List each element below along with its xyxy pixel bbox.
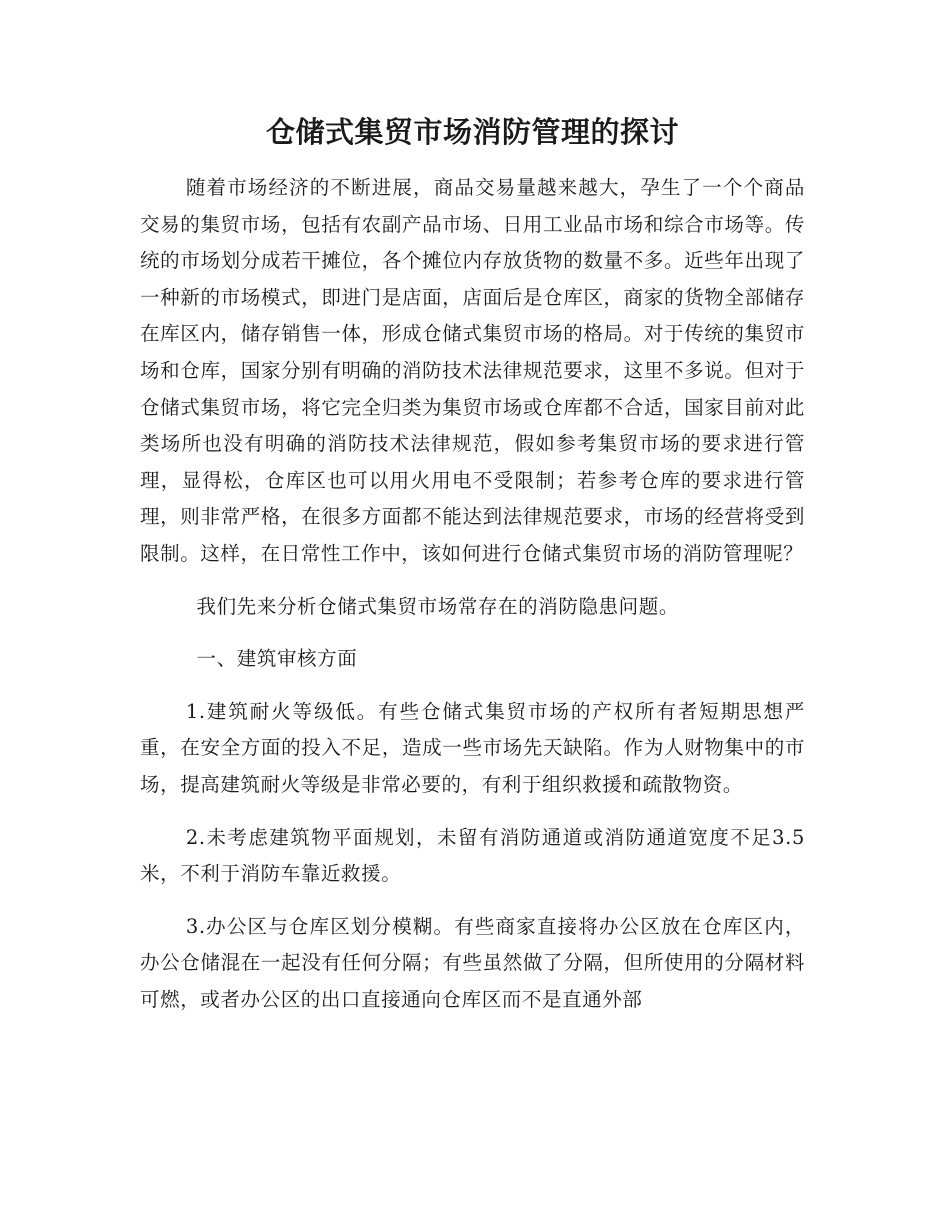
section-heading-building-review: 一、建筑审核方面 — [196, 647, 358, 671]
paragraph-analysis-lead: 我们先来分析仓储式集贸市场常存在的消防隐患问题。 — [196, 594, 679, 618]
paragraph-intro: 随着市场经济的不断进展，商品交易量越来越大，孕生了一个个商品交易的集贸市场，包括有农副产品市场、日用工业品市场和综合市场等。传统的市场划分成若干摊位，各个摊位内存放货物的数量不多。近些年出现了一种新的市场模式，即进门是店面，店面后是仓库区，商家的货物全部储存在库区内，储存销售一体，形成仓储式集贸市场的格局。对于传统的集贸市场和仓库，国家分别有明确的消防技术法律规范要求，这里不多说。但对于仓储式集贸市场，将它完全归类为集贸市场或仓库都不合适，国家目前对此类场所也没有明确的消防技术法律规范，假如参考集贸市场的要求进行管理，显得松，仓库区也可以用火用电不受限制；若参考仓库的要求进行管理，则非常严格，在很多方面都不能达到法律规范要求，市场的经营将受到限制。这样，在日常性工作中，该如何进行仓储式集贸市场的消防管理呢？ — [140, 176, 805, 565]
document-title: 仓储式集贸市场消防管理的探讨 — [265, 115, 679, 149]
document-page — [140, 108, 805, 1034]
paragraph-item-3: 3.办公区与仓库区划分模糊。有些商家直接将办公区放在仓库区内，办公仓储混在一起没有任何分隔；有些虽然做了分隔，但所使用的分隔材料可燃，或者办公区的出口直接通向仓库区而不是直通外部 — [140, 914, 805, 1011]
paragraph-item-1: 1.建筑耐火等级低。有些仓储式集贸市场的产权所有者短期思想严重，在安全方面的投入不足，造成一些市场先天缺陷。作为人财物集中的市场，提高建筑耐火等级是非常必要的，有利于组织救援和疏散物资。 — [140, 699, 805, 796]
paragraph-item-2: 2.未考虑建筑物平面规划，未留有消防通道或消防通道宽度不足3.5米，不利于消防车靠近救援。 — [140, 825, 805, 886]
